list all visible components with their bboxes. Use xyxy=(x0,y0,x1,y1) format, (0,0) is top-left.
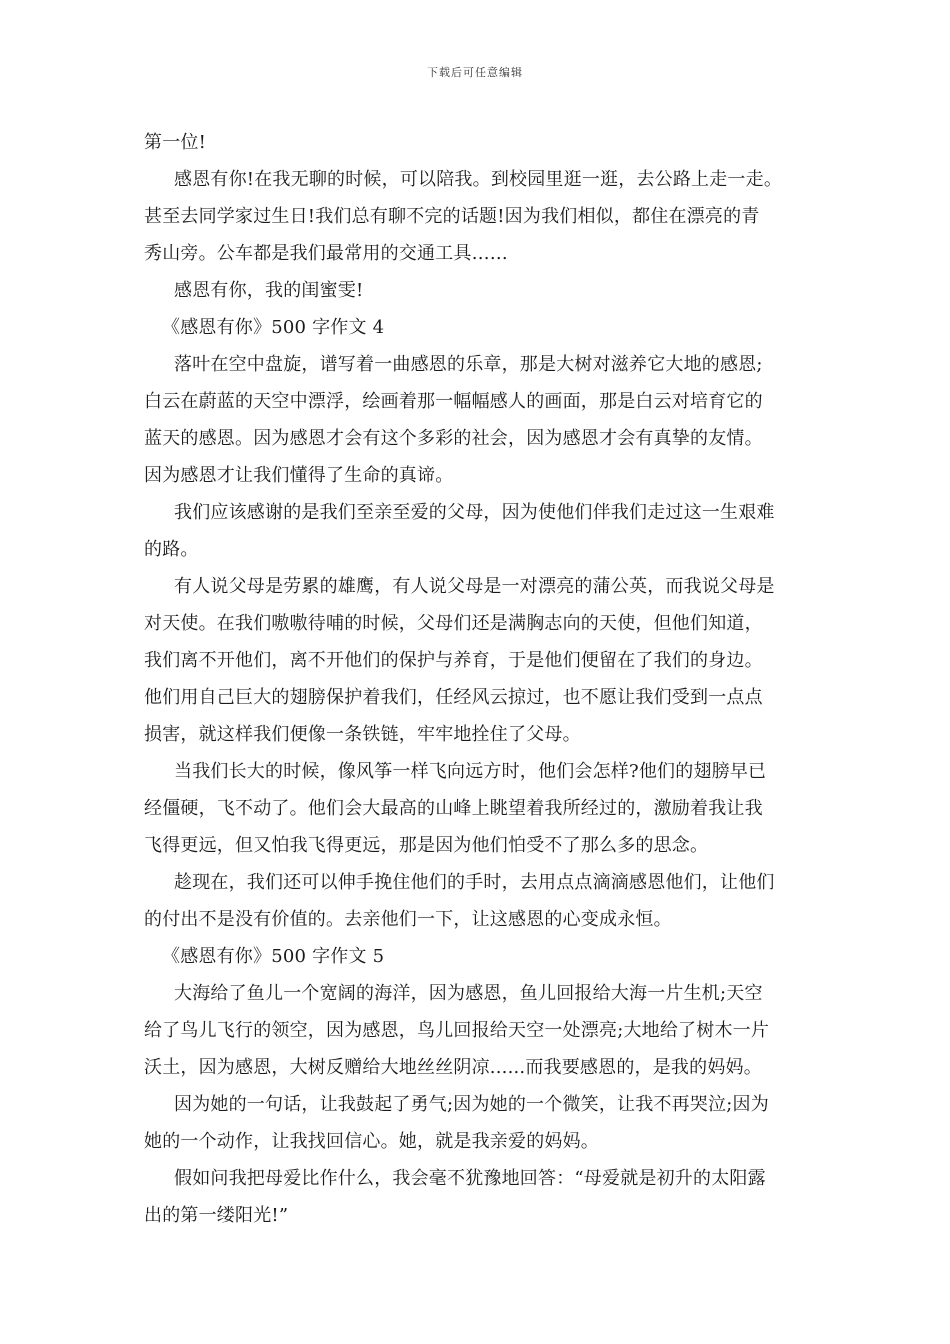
text-line: 落叶在空中盘旋，谱写着一曲感恩的乐章，那是大树对滋养它大地的感恩; xyxy=(174,354,763,375)
text-line: 她的一个动作，让我找回信心。她，就是我亲爱的妈妈。 xyxy=(144,1131,599,1152)
text-line: 给了鸟儿飞行的领空，因为感恩，鸟儿回报给天空一处漂亮;大地给了树木一片 xyxy=(144,1020,770,1041)
text-line: 有人说父母是劳累的雄鹰，有人说父母是一对漂亮的蒲公英，而我说父母是 xyxy=(174,576,775,597)
text-line: 损害，就这样我们便像一条铁链，牢牢地拴住了父母。 xyxy=(144,724,581,745)
text-line: 因为感恩才让我们懂得了生命的真谛。 xyxy=(144,465,454,486)
text-line: 趁现在，我们还可以伸手挽住他们的手时，去用点点滴滴感恩他们，让他们 xyxy=(174,872,775,893)
text-line: 因为她的一句话，让我鼓起了勇气;因为她的一个微笑，让我不再哭泣;因为 xyxy=(174,1094,769,1115)
text-line: 大海给了鱼儿一个宽阔的海洋，因为感恩，鱼儿回报给大海一片生机;天空 xyxy=(174,983,763,1004)
text-line: 对天使。在我们嗷嗷待哺的时候，父母们还是满胸志向的天使，但他们知道， xyxy=(144,613,763,634)
text-line: 蓝天的感恩。因为感恩才会有这个多彩的社会，因为感恩才会有真挚的友情。 xyxy=(144,428,763,449)
text-line: 经僵硬，飞不动了。他们会大最高的山峰上眺望着我所经过的，激励着我让我 xyxy=(144,798,763,819)
text-line: 白云在蔚蓝的天空中漂浮，绘画着那一幅幅感人的画面，那是白云对培育它的 xyxy=(144,391,763,412)
text-line: 我们应该感谢的是我们至亲至爱的父母，因为使他们伴我们走过这一生艰难 xyxy=(174,502,775,523)
text-line: 假如问我把母爱比作什么，我会毫不犹豫地回答：“母爱就是初升的太阳露 xyxy=(174,1168,766,1189)
document-body xyxy=(144,124,824,1234)
text-line: 感恩有你，我的闺蜜雯! xyxy=(174,280,364,301)
text-line: 秀山旁。公车都是我们最常用的交通工具…… xyxy=(144,243,508,264)
text-line: 我们离不开他们，离不开他们的保护与养育，于是他们便留在了我们的身边。 xyxy=(144,650,763,671)
text-line: 甚至去同学家过生日!我们总有聊不完的话题!因为我们相似，都住在漂亮的青 xyxy=(144,206,760,227)
section-heading: 《感恩有你》500 字作文 5 xyxy=(162,946,385,967)
text-line: 感恩有你!在我无聊的时候，可以陪我。到校园里逛一逛，去公路上走一走。 xyxy=(174,169,783,190)
text-line: 第一位! xyxy=(144,132,207,153)
text-line: 他们用自己巨大的翅膀保护着我们，任经风云掠过，也不愿让我们受到一点点 xyxy=(144,687,763,708)
text-line: 沃土，因为感恩，大树反赠给大地丝丝阴凉......而我要感恩的，是我的妈妈。 xyxy=(144,1057,762,1078)
section-heading: 《感恩有你》500 字作文 4 xyxy=(162,317,385,338)
text-line: 的付出不是没有价值的。去亲他们一下，让这感恩的心变成永恒。 xyxy=(144,909,672,930)
text-line: 的路。 xyxy=(144,539,199,560)
text-line: 当我们长大的时候，像风筝一样飞向远方时，他们会怎样?他们的翅膀早已 xyxy=(174,761,767,782)
text-line: 飞得更远，但又怕我飞得更远，那是因为他们怕受不了那么多的思念。 xyxy=(144,835,709,856)
page-header: 下载后可任意编辑 xyxy=(427,66,523,79)
text-line: 出的第一缕阳光!” xyxy=(144,1205,289,1226)
